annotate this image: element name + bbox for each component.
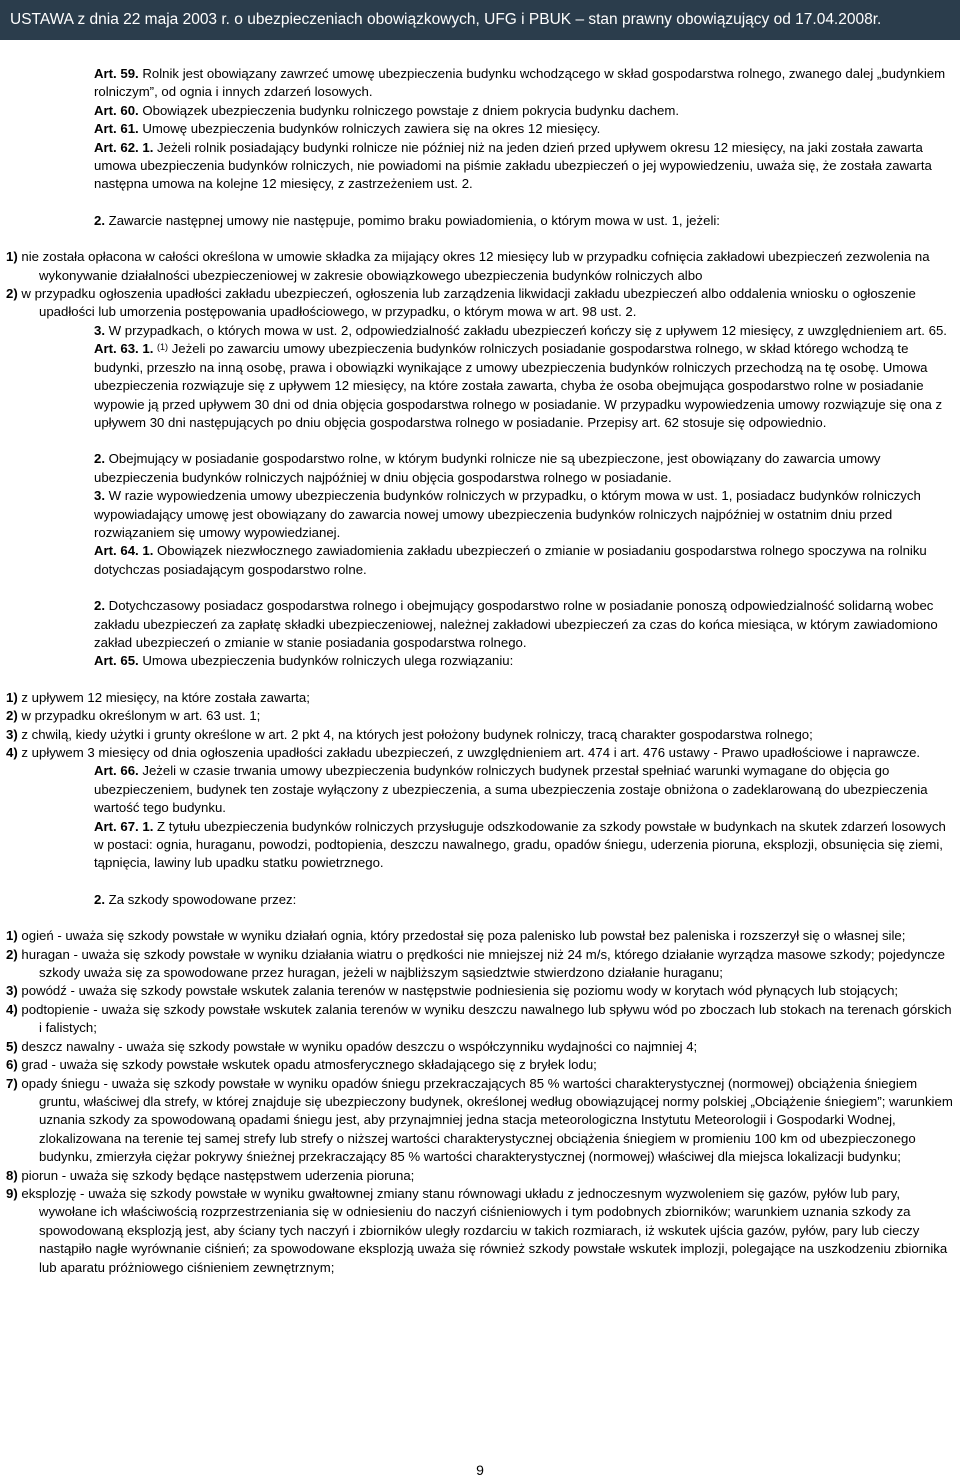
article-64-paragraph-2 bbox=[6, 597, 954, 652]
article-62-paragraph-3 bbox=[6, 322, 954, 340]
article-label: Art. 66. bbox=[94, 763, 139, 779]
article-label: Art. 62. 1. bbox=[94, 139, 154, 155]
item-label: 4) bbox=[6, 1001, 18, 1017]
item-label: 6) bbox=[6, 1057, 18, 1073]
article-65-item-3 bbox=[6, 726, 954, 744]
paragraph-text: Dotychczasowy posiadacz gospodarstwa rolnego i obejmujący gospodarstwo rolne w posiadanie ponoszą odpowiedzialność solidarną wobec zakładu ubezpieczeń za zapłatę składki ubezpieczeniowej, należnej zakładowi ubezpieczeń za czas do końca miesiąca, w którym zawiadomiono zakład ubezpieczeń o zmianie w stanie posiadania gospodarstwa rolnego. bbox=[94, 598, 938, 650]
item-text: podtopienie - uważa się szkody powstałe wskutek zalania terenów w wyniku deszczu nawalnego lub spływu wód po zboczach lub stokach na terenach górskich i falistych; bbox=[17, 1001, 952, 1036]
item-text: deszcz nawalny - uważa się szkody powstałe w wyniku opadów deszczu o współczynniku wydajności co najmniej 4; bbox=[17, 1038, 698, 1054]
item-text: z chwilą, kiedy użytki i grunty określone w art. 2 pkt 4, na których jest położony budynek rolniczy, tracą charakter gospodarstwa rolnego; bbox=[17, 726, 813, 742]
paragraph-label: 2. bbox=[94, 598, 105, 614]
item-text: huragan - uważa się szkody powstałe w wyniku działania wiatru o prędkości nie mniejszej niż 24 m/s, którego działanie wyrządza masowe szkody; pojedyncze szkody uważa się za spowodowane przez huragan, jeżeli w najbliższym sąsiedztwie stwierdzono działanie huraganu; bbox=[17, 946, 945, 981]
article-65-item-1 bbox=[6, 689, 954, 707]
article-label: Art. 59. bbox=[94, 66, 139, 81]
paragraph-label: 2. bbox=[94, 891, 105, 907]
footnote-marker: (1) bbox=[157, 342, 169, 353]
article-67-paragraph-2 bbox=[6, 891, 954, 909]
article-67-item-2 bbox=[6, 946, 954, 983]
article-65-item-4 bbox=[6, 744, 954, 762]
item-text: piorun - uważa się szkody będące następstwem uderzenia pioruna; bbox=[17, 1167, 415, 1183]
article-66 bbox=[6, 762, 954, 817]
article-label: Art. 60. bbox=[94, 102, 139, 118]
paragraph-text: Za szkody spowodowane przez: bbox=[105, 891, 297, 907]
item-label: 5) bbox=[6, 1038, 18, 1054]
article-text: Jeżeli rolnik posiadający budynki rolnicze nie później niż na jeden dzień przed upływem okresu 12 miesięcy, na jaki została zawarta umowa ubezpieczenia budynków rolniczych, nie powiadomi na piśmie zakładu ubezpieczeń o jej wypowiedzeniu, uważa się, że została zawarta następna umowa na kolejne 12 miesięcy, z zastrzeżeniem ust. 2. bbox=[94, 139, 932, 192]
article-text: Rolnik jest obowiązany zawrzeć umowę ubezpieczenia budynku wchodzącego w skład gospodarstwa rolnego, zwanego dalej „budynkiem rolniczym”, od ognia i innych zdarzeń losowych. bbox=[94, 66, 946, 100]
item-text: w przypadku określonym w art. 63 ust. 1; bbox=[17, 708, 261, 724]
item-label: 2) bbox=[6, 946, 18, 962]
article-62-paragraph-2 bbox=[6, 212, 954, 230]
article-62-item-1 bbox=[6, 248, 954, 285]
article-text: Umowę ubezpieczenia budynków rolniczych zawiera się na okres 12 miesięcy. bbox=[138, 121, 601, 137]
article-text: Jeżeli w czasie trwania umowy ubezpieczenia budynków rolniczych budynek przestał spełniać warunki wymagane do objęcia go ubezpieczeniem, budynek ten zostaje wyłączony z ubezpieczenia, a suma ubezpieczenia zostaje obniżona o zadeklarowaną do ubezpieczenia wartość tego budynku. bbox=[94, 763, 928, 816]
item-text: eksplozję - uważa się szkody powstałe w wyniku gwałtownej zmiany stanu równowagi układu z jednoczesnym wyzwoleniem się gazów, pyłów lub pary, wywołane ich właściwością rozprzestrzeniania się w odniesieniu do naczyń ciśnieniowych i tym podobnych zbiorników; warunkiem uznania szkody za spowodowaną eksplozją jest, aby ściany tych naczyń i zbiorników uległy rozdarciu w takich rozmiarach, iż wskutek ujścia gazów, pyłów, pary lub cieczy nastąpiło nagłe wyrównanie ciśnień; za spowodowane eksplozją uważa się również szkody powstałe wskutek implozji, polegające na uszkodzeniu zbiornika lub aparatu próżniowego ciśnieniem zewnętrznym; bbox=[17, 1185, 948, 1275]
item-label: 8) bbox=[6, 1167, 18, 1183]
paragraph-label: 3. bbox=[94, 488, 105, 504]
document-body bbox=[0, 65, 960, 1277]
article-67-item-9 bbox=[6, 1185, 954, 1277]
article-61 bbox=[6, 120, 954, 138]
page-number: 9 bbox=[476, 1462, 484, 1478]
item-label: 1) bbox=[6, 249, 18, 265]
paragraph-label: 2. bbox=[94, 451, 105, 467]
paragraph-text: Zawarcie następnej umowy nie następuje, pomimo braku powiadomienia, o którym mowa w ust. 1, jeżeli: bbox=[105, 212, 720, 228]
article-text: Z tytułu ubezpieczenia budynków rolniczych przysługuje odszkodowanie za szkody powstałe w budynkach na skutek zdarzeń losowych w postaci: ognia, huraganu, powodzi, podtopienia, deszczu nawalnego, gradu, opadów śniegu, uderzenia pioruna, eksplozji, obsunięcia się ziemi, tąpnięcia, lawiny lub upadku statku powietrznego. bbox=[94, 818, 946, 871]
article-67-item-3 bbox=[6, 982, 954, 1000]
item-text: grad - uważa się szkody powstałe wskutek opadu atmosferycznego składającego się z bryłek lodu; bbox=[17, 1057, 597, 1073]
item-text: nie została opłacona w całości określona w umowie składka za mijający okres 12 miesięcy lub w przypadku cofnięcia zakładowi ubezpieczeń zezwolenia na wykonywanie działalności ubezpieczeniowej w zakresie obowiązkowego ubezpieczenia budynków rolniczych albo bbox=[17, 249, 930, 283]
item-label: 7) bbox=[6, 1075, 18, 1091]
paragraph-text: W razie wypowiedzenia umowy ubezpieczenia budynków rolniczych w przypadku, o którym mowa w ust. 1, posiadacz budynków rolniczych wypowiadający umowę jest obowiązany do zawarcia nowej umowy ubezpieczenia budynków rolniczych najpóźniej w ostatnim dniu przed rozwiązaniem się umowy wypowiedzianej. bbox=[94, 488, 921, 540]
document-header: USTAWA z dnia 22 maja 2003 r. o ubezpieczeniach obowiązkowych, UFG i PBUK – stan prawny obowiązujący od 17.04.2008r. bbox=[0, 0, 960, 40]
item-text: z upływem 3 miesięcy od dnia ogłoszenia upadłości zakładu ubezpieczeń, z uwzględnieniem art. 474 i art. 476 ustawy - Prawo upadłościowe i naprawcze. bbox=[17, 745, 921, 760]
item-text: w przypadku ogłoszenia upadłości zakładu ubezpieczeń, ogłoszenia lub zarządzenia likwidacji zakładu ubezpieczeń albo oddalenia wniosku o ogłoszenie upadłości lub umorzenia postępowania upadłościowego, w przypadku, o którym mowa w art. 98 ust. 2. bbox=[17, 286, 916, 320]
item-text: ogień - uważa się szkody powstałe w wyniku działań ognia, który przedostał się poza palenisko lub powstał bez paleniska i rozszerzył się o własnej sile; bbox=[17, 928, 906, 944]
item-label: 2) bbox=[6, 286, 18, 302]
item-label: 9) bbox=[6, 1185, 18, 1201]
article-63-paragraph-1 bbox=[6, 340, 954, 432]
article-67-paragraph-1 bbox=[6, 818, 954, 873]
item-label: 4) bbox=[6, 745, 18, 760]
article-label: Art. 67. 1. bbox=[94, 818, 154, 834]
article-label: Art. 64. 1. bbox=[94, 543, 154, 559]
article-62-item-2 bbox=[6, 285, 954, 322]
item-label: 1) bbox=[6, 689, 18, 705]
paragraph-label: 2. bbox=[94, 212, 105, 228]
article-67-item-7 bbox=[6, 1075, 954, 1167]
article-67-item-1 bbox=[6, 927, 954, 945]
article-63-paragraph-2 bbox=[6, 450, 954, 487]
item-label: 2) bbox=[6, 708, 18, 724]
article-59 bbox=[6, 65, 954, 102]
article-60 bbox=[6, 102, 954, 120]
paragraph-text: Obejmujący w posiadanie gospodarstwo rolne, w którym budynki rolnicze nie są ubezpieczone, jest obowiązany do zawarcia umowy ubezpieczenia budynków rolniczych najpóźniej w dniu objęcia gospodarstwa rolnego w posiadanie. bbox=[94, 451, 881, 485]
article-label: Art. 63. 1. bbox=[94, 341, 154, 357]
item-text: powódź - uważa się szkody powstałe wskutek zalania terenów w następstwie podniesienia się poziomu wody w korytach wód płynących lub stojących; bbox=[17, 983, 899, 999]
paragraph-text: W przypadkach, o których mowa w ust. 2, odpowiedzialność zakładu ubezpieczeń kończy się z upływem 12 miesięcy, z uwzględnieniem art. 65. bbox=[105, 322, 947, 338]
article-text: Umowa ubezpieczenia budynków rolniczych ulega rozwiązaniu: bbox=[138, 653, 514, 669]
article-63-paragraph-3 bbox=[6, 487, 954, 542]
item-text: z upływem 12 miesięcy, na które została zawarta; bbox=[17, 689, 310, 705]
article-67-item-5 bbox=[6, 1038, 954, 1056]
article-67-item-6 bbox=[6, 1056, 954, 1074]
item-label: 3) bbox=[6, 726, 18, 742]
paragraph-label: 3. bbox=[94, 322, 105, 338]
item-label: 1) bbox=[6, 928, 18, 944]
article-label: Art. 61. bbox=[94, 121, 139, 137]
article-62-paragraph-1 bbox=[6, 139, 954, 194]
article-65-item-2 bbox=[6, 707, 954, 725]
article-text: Jeżeli po zawarciu umowy ubezpieczenia budynków rolniczych posiadanie gospodarstwa rolnego, w skład którego wchodzą te budynki, przeszło na inną osobę, prawa i obowiązki wynikające z umowy ubezpieczenia budynków rolniczych przechodzą na tę osobę. Umowa ubezpieczenia rozwiązuje się z upływem 12 miesięcy, na które została zawarta, chyba że osoba obejmująca gospodarstwo rolne w posiadanie wypowie ją przed upływem 30 dni od dnia objęcia gospodarstwa rolnego w posiadanie. W przypadku wypowiedzenia umowy rozwiązuje się ona z upływem 30 dni następujących po dniu objęcia gospodarstwa rolnego w posiadanie. Przepisy art. 62 stosuje się odpowiednio. bbox=[94, 341, 943, 430]
article-text: Obowiązek ubezpieczenia budynku rolniczego powstaje z dniem pokrycia budynku dachem. bbox=[138, 102, 679, 118]
article-text: Obowiązek niezwłocznego zawiadomienia zakładu ubezpieczeń o zmianie w posiadaniu gospodarstwa rolnego spoczywa na rolniku dotychczas posiadającym gospodarstwo rolne. bbox=[94, 543, 927, 577]
article-label: Art. 65. bbox=[94, 653, 139, 669]
article-65 bbox=[6, 652, 954, 670]
item-label: 3) bbox=[6, 983, 18, 999]
item-text: opady śniegu - uważa się szkody powstałe w wyniku opadów śniegu przekraczających 85 % wartości charakterystycznej (normowej) obciążenia śniegiem gruntu, właściwej dla strefy, w której znajduje się ubezpieczony budynek, określonej według obowiązującej normy polskiej „Obciążenie śniegiem”; warunkiem uznania szkody za spowodowaną opadami śniegu jest, aby przynajmniej jedna stacja meteorologiczna Instytutu Meteorologii i Gospodarki Wodnej, zlokalizowana na terenie tej samej strefy lub strefy o niższej wartości charakterystycznej obciążenia śniegiem w promieniu 100 km od ubezpieczonego budynku, zmierzyła ciężar pokrywy śnieżnej przekraczający 85 % wartości charakterystycznej (normowej) właściwej dla miejsca lokalizacji budynku; bbox=[17, 1075, 953, 1165]
article-67-item-8 bbox=[6, 1167, 954, 1185]
article-67-item-4 bbox=[6, 1001, 954, 1038]
article-64-paragraph-1 bbox=[6, 542, 954, 579]
